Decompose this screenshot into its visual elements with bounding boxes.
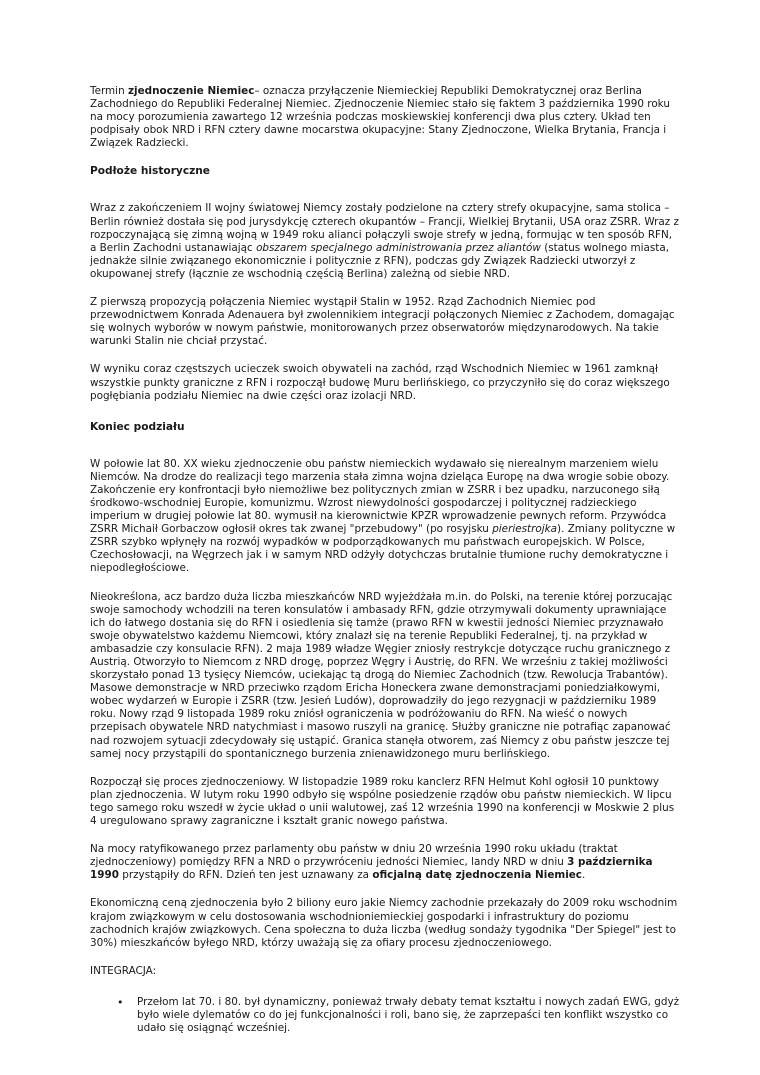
heading-historical-background: Podłoże historyczne	[90, 165, 210, 178]
label-integration: INTEGRACJA:	[90, 964, 157, 977]
paragraph-occupation-zones: Wraz z zakończeniem II wojny światowej Niemcy zostały podzielone na cztery strefy okupacyjne, sama stolica – Berlin również dostała się pod jurysdykcję czterech okupantów – Francji, Wielkiej Brytanii, USA oraz ZSRR. Wraz z rozpoczynającą się zimną wojną w 1949 roku alianci połączyli swoje strefy w jedną, formując w ten sposób RFN, a Berlin Zachodni ustanawiając obszarem specjalnego administrowania przez aliantów (status wolnego miasta, jednakże silnie związanego ekonomicznie i politycznie z RFN), podczas gdy Związek Radziecki utworzył z okupowanej strefy (łącznie ze wschodnią częścią Berlina) zależną od siebie NRD.	[90, 202, 680, 280]
paragraph-emigration: Nieokreślona, acz bardzo duża liczba mieszkańców NRD wyjeżdżała m.in. do Polski, na terenie której porzucając swoje samochody wchodzili na teren konsulatów i ambasady RFN, gdzie otrzymywali dokumenty uprawniające ich do łatwego dostania się do RFN i osiedlenia się tamże (prawo RFN w kwestii jedności Niemiec przyznawało swoje obywatelstwo każdemu Niemcowi, który znalazł się na terenie Republiki Federalnej, tj. na przykład w ambasadzie czy konsulacie RFN). 2 maja 1989 władze Węgier zniosły restrykcje dotyczące ruchu granicznego z Austrią. Otworzyło to Niemcom z NRD drogę, poprzez Węgry i Austrię, do RFN. We wrześniu z takiej możliwości skorzystało ponad 13 tysięcy Niemców, uciekając tą drogą do Niemiec Zachodnich (tzw. Rewolucja Trabantów). Masowe demonstracje w NRD przeciwko rządom Ericha Honeckera zwane demonstracjami poniedziałkowymi, wobec wydarzeń w Europie i ZSRR (tzw. Jesień Ludów), doprowadziły do jego rezygnacji w październiku 1989 roku. Nowy rząd 9 listopada 1989 roku zniósł ograniczenia w podróżowaniu do RFN. Na wieść o nowych przepisach obywatele NRD natychmiast i masowo ruszyli na granicę. Służby graniczne nie potrafiąc zapanować nad rozwojem sytuacji zdecydowały się ustąpić. Granica stanęła otworem, zaś Niemcy z obu państw jeszcze tej samej nocy przystąpili do spontanicznego burzenia znienawidzonego muru berlińskiego.	[90, 590, 673, 760]
bullet-icon: •	[117, 995, 124, 1009]
paragraph-unification-process: Rozpoczął się proces zjednoczeniowy. W listopadzie 1989 roku kanclerz RFN Helmut Kohl ogłosił 10 punktowy plan zjednoczenia. W lutym roku 1990 odbyło się wspólne posiedzenie rządów obu państw niemieckich. W lipcu tego samego roku wszedł w życie układ o unii walutowej, zaś 12 września 1990 na konferencji w Moskwie 2 plus 4 uregulowano sprawy zagraniczne i kształt granic nowego państwa.	[90, 775, 675, 828]
integration-list	[90, 996, 680, 1035]
heading-end-of-division: Koniec podziału	[90, 420, 185, 433]
paragraph-economic-cost: Ekonomiczną ceną zjednoczenia było 2 biliony euro jakie Niemcy zachodnie przekazały do 2009 roku wschodnim krajom związkowym w celu dostosowania wschodnioniemieckiej gospodarki i infrastruktury do poziomu zachodnich krajów związkowych. Cena społeczna to duża liczba (według sondaży tygodnika "Der Spiegel" jest to 30%) mieszkańców byłego NRD, którzy uważają się za ofiary procesu zjednoczeniowego.	[90, 897, 678, 949]
paragraph-berlin-wall: W wyniku coraz częstszych ucieczek swoich obywateli na zachód, rząd Wschodnich Niemiec w 1961 zamknął wszystkie punkty graniczne z RFN i rozpoczął budowę Muru berlińskiego, co przyczyniło się do coraz większego pogłębiania podziału Niemiec na dwie części oraz izolacji NRD.	[90, 363, 670, 402]
document-page	[90, 85, 680, 1035]
paragraph-perestroika: W połowie lat 80. XX wieku zjednoczenie obu państw niemieckich wydawało się nierealnym marzeniem wielu Niemców. Na drodze do realizacji tego marzenia stała zimna wojna dzieląca Europę na dwa wrogie sobie obozy. Zakończenie ery konfrontacji było niemożliwe bez politycznych zmian w ZSRR i bez upadku, narzuconego siłą środkowo-wschodniej Europie, komunizmu. Wzrost niewydolności gospodarczej i politycznej radzieckiego imperium w drugiej połowie lat 80. wymusił na kierownictwie KPZR wprowadzenie pewnych reform. Przywódca ZSRR Michaił Gorbaczow ogłosił okres tak zwanej "przebudowy" (po rosyjsku pieriestrojka). Zmiany polityczne w ZSRR szybko wpłynęły na rozwój wypadków w podporządkowanych mu państwach europejskich. W Polsce, Czechosłowacji, na Węgrzech jak i w samym NRD odżyły dotychczas brutalnie tłumione ruchy demokratyczne i niepodległościowe.	[90, 457, 676, 575]
term-bold: zjednoczenie Niemiec	[127, 85, 255, 97]
paragraph-treaty: Na mocy ratyfikowanego przez parlamenty obu państw w dniu 20 września 1990 roku układu (traktat zjednoczeniowy) pomiędzy RFN a NRD o przywróceniu jedności Niemiec, landy NRD w dniu 3 października 1990 przystąpiły do RFN. Dzień ten jest uznawany za oficjalną datę zjednoczenia Niemiec.	[90, 843, 653, 882]
paragraph-stalin-proposal: Z pierwszą propozycją połączenia Niemiec wystąpił Stalin w 1952. Rząd Zachodnich Niemiec pod przewodnictwem Konrada Adenauera był zwolennikiem integracji połączonych Niemiec z Zachodem, domagając się wolnych wyborów w nowym państwie, monitorowanych przez obserwatorów międzynarodowych. Na takie warunki Stalin nie chciał przystać.	[90, 296, 675, 348]
list-item: • Przełom lat 70. i 80. był dynamiczny, ponieważ trwały debaty temat kształtu i nowych zadań EWG, gdyż było wiele dylematów co do jej funkcjonalności i roli, bano się, że zaprzepaści ten konflikt wszystko co udało się osiągnąć wcześniej.	[117, 995, 680, 1035]
intro-paragraph: Termin zjednoczenie Niemiec– oznacza przyłączenie Niemieckiej Republiki Demokratycznej oraz Berlina Zachodniego do Republiki Federalnej Niemiec. Zjednoczenie Niemiec stało się faktem 3 października 1990 roku na mocy porozumienia zawartego 12 września podczas moskiewskiej konferencji dwa plus cztery. Układ ten podpisały obok NRD i RFN cztery dawne mocarstwa okupacyjne: Stany Zjednoczone, Wielka Brytania, Francja i Związek Radziecki.	[90, 85, 670, 150]
